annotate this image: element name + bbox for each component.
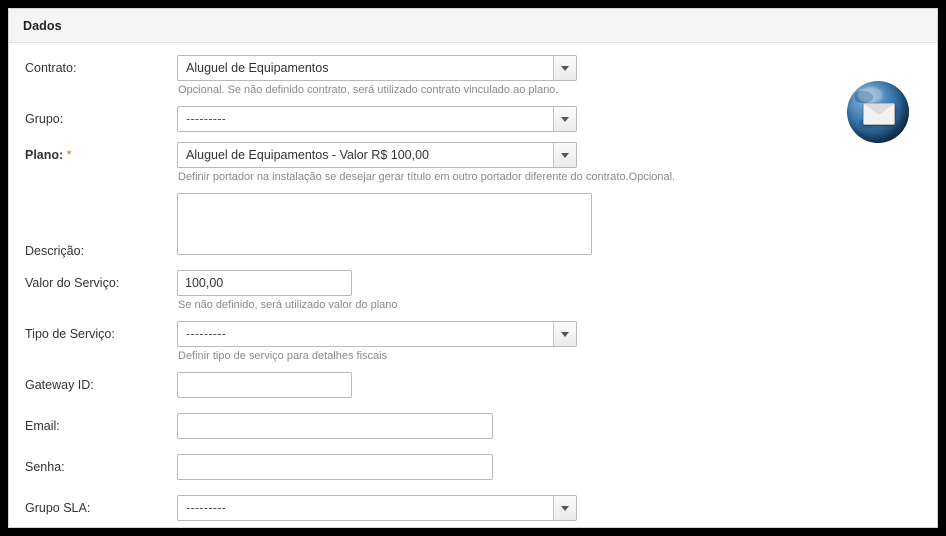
label-grupo: Grupo: [25, 112, 64, 126]
tipo-servico-select[interactable] [177, 321, 577, 347]
email-field[interactable] [177, 413, 493, 439]
label-tipo-servico: Tipo de Serviço: [25, 327, 115, 341]
form-window [8, 8, 938, 528]
label-descricao: Descrição: [25, 244, 85, 258]
valor-servico-help-text: Se não definido, será utilizado valor do plano [178, 299, 398, 311]
label-plano [25, 142, 177, 162]
valor-servico-input[interactable] [177, 270, 352, 296]
envelope-icon [863, 103, 895, 125]
chevron-down-icon[interactable] [553, 107, 576, 131]
field-tipo-servico [177, 321, 937, 362]
field-grupo-sla [177, 495, 937, 521]
plano-select[interactable] [177, 142, 577, 168]
field-row-grupo-sla [9, 495, 937, 521]
label-plano-text: Plano: [25, 148, 64, 162]
field-plano [177, 142, 937, 183]
field-row-senha [9, 454, 937, 480]
page-title: Dados [23, 18, 62, 33]
senha-field[interactable] [177, 454, 493, 480]
chevron-down-icon[interactable] [553, 56, 576, 80]
field-senha [177, 454, 937, 480]
field-gateway-id [177, 372, 937, 398]
field-row-tipo-servico [9, 321, 937, 362]
field-row-grupo [9, 106, 937, 132]
grupo-select[interactable] [177, 106, 577, 132]
label-senha: Senha: [25, 460, 65, 474]
tipo-servico-help-text: Definir tipo de serviço para detalhes fiscais [178, 350, 388, 362]
field-row-contrato [9, 55, 937, 96]
globe-highlight [857, 87, 883, 103]
field-email [177, 413, 937, 439]
field-row-email [9, 413, 937, 439]
plano-help-text: Definir portador na instalação se desejar gerar título em outro portador diferente do contrato.Opcional. [178, 171, 676, 183]
contrato-select[interactable] [177, 55, 577, 81]
field-grupo [177, 106, 937, 132]
globe-mail-icon [847, 81, 909, 143]
descricao-textarea[interactable] [177, 193, 592, 255]
grupo-select-value: --------- [186, 112, 227, 126]
plano-select-value: Aluguel de Equipamentos - Valor R$ 100,00 [186, 148, 429, 162]
field-descricao [177, 193, 937, 260]
label-valor-servico: Valor do Serviço: [25, 276, 120, 290]
field-row-gateway-id [9, 372, 937, 398]
chevron-down-icon[interactable] [553, 496, 576, 520]
required-marker: * [66, 148, 72, 162]
gateway-id-input[interactable] [177, 372, 352, 398]
label-gateway-id: Gateway ID: [25, 378, 94, 392]
form-body [9, 43, 937, 521]
field-row-descricao [9, 193, 937, 260]
label-contrato: Contrato: [25, 61, 77, 75]
chevron-down-icon[interactable] [553, 322, 576, 346]
contrato-help-text: Opcional. Se não definido contrato, será utilizado contrato vinculado ao plano. [178, 84, 559, 96]
field-row-plano [9, 142, 937, 183]
label-email: Email: [25, 419, 60, 433]
panel-header [9, 9, 937, 43]
chevron-down-icon[interactable] [553, 143, 576, 167]
field-contrato [177, 55, 937, 96]
label-grupo-sla: Grupo SLA: [25, 501, 91, 515]
grupo-sla-select[interactable] [177, 495, 577, 521]
field-row-valor-servico [9, 270, 937, 311]
tipo-servico-select-value: --------- [186, 327, 227, 341]
contrato-select-value: Aluguel de Equipamentos [186, 61, 329, 75]
grupo-sla-select-value: --------- [186, 501, 227, 515]
field-valor-servico [177, 270, 937, 311]
